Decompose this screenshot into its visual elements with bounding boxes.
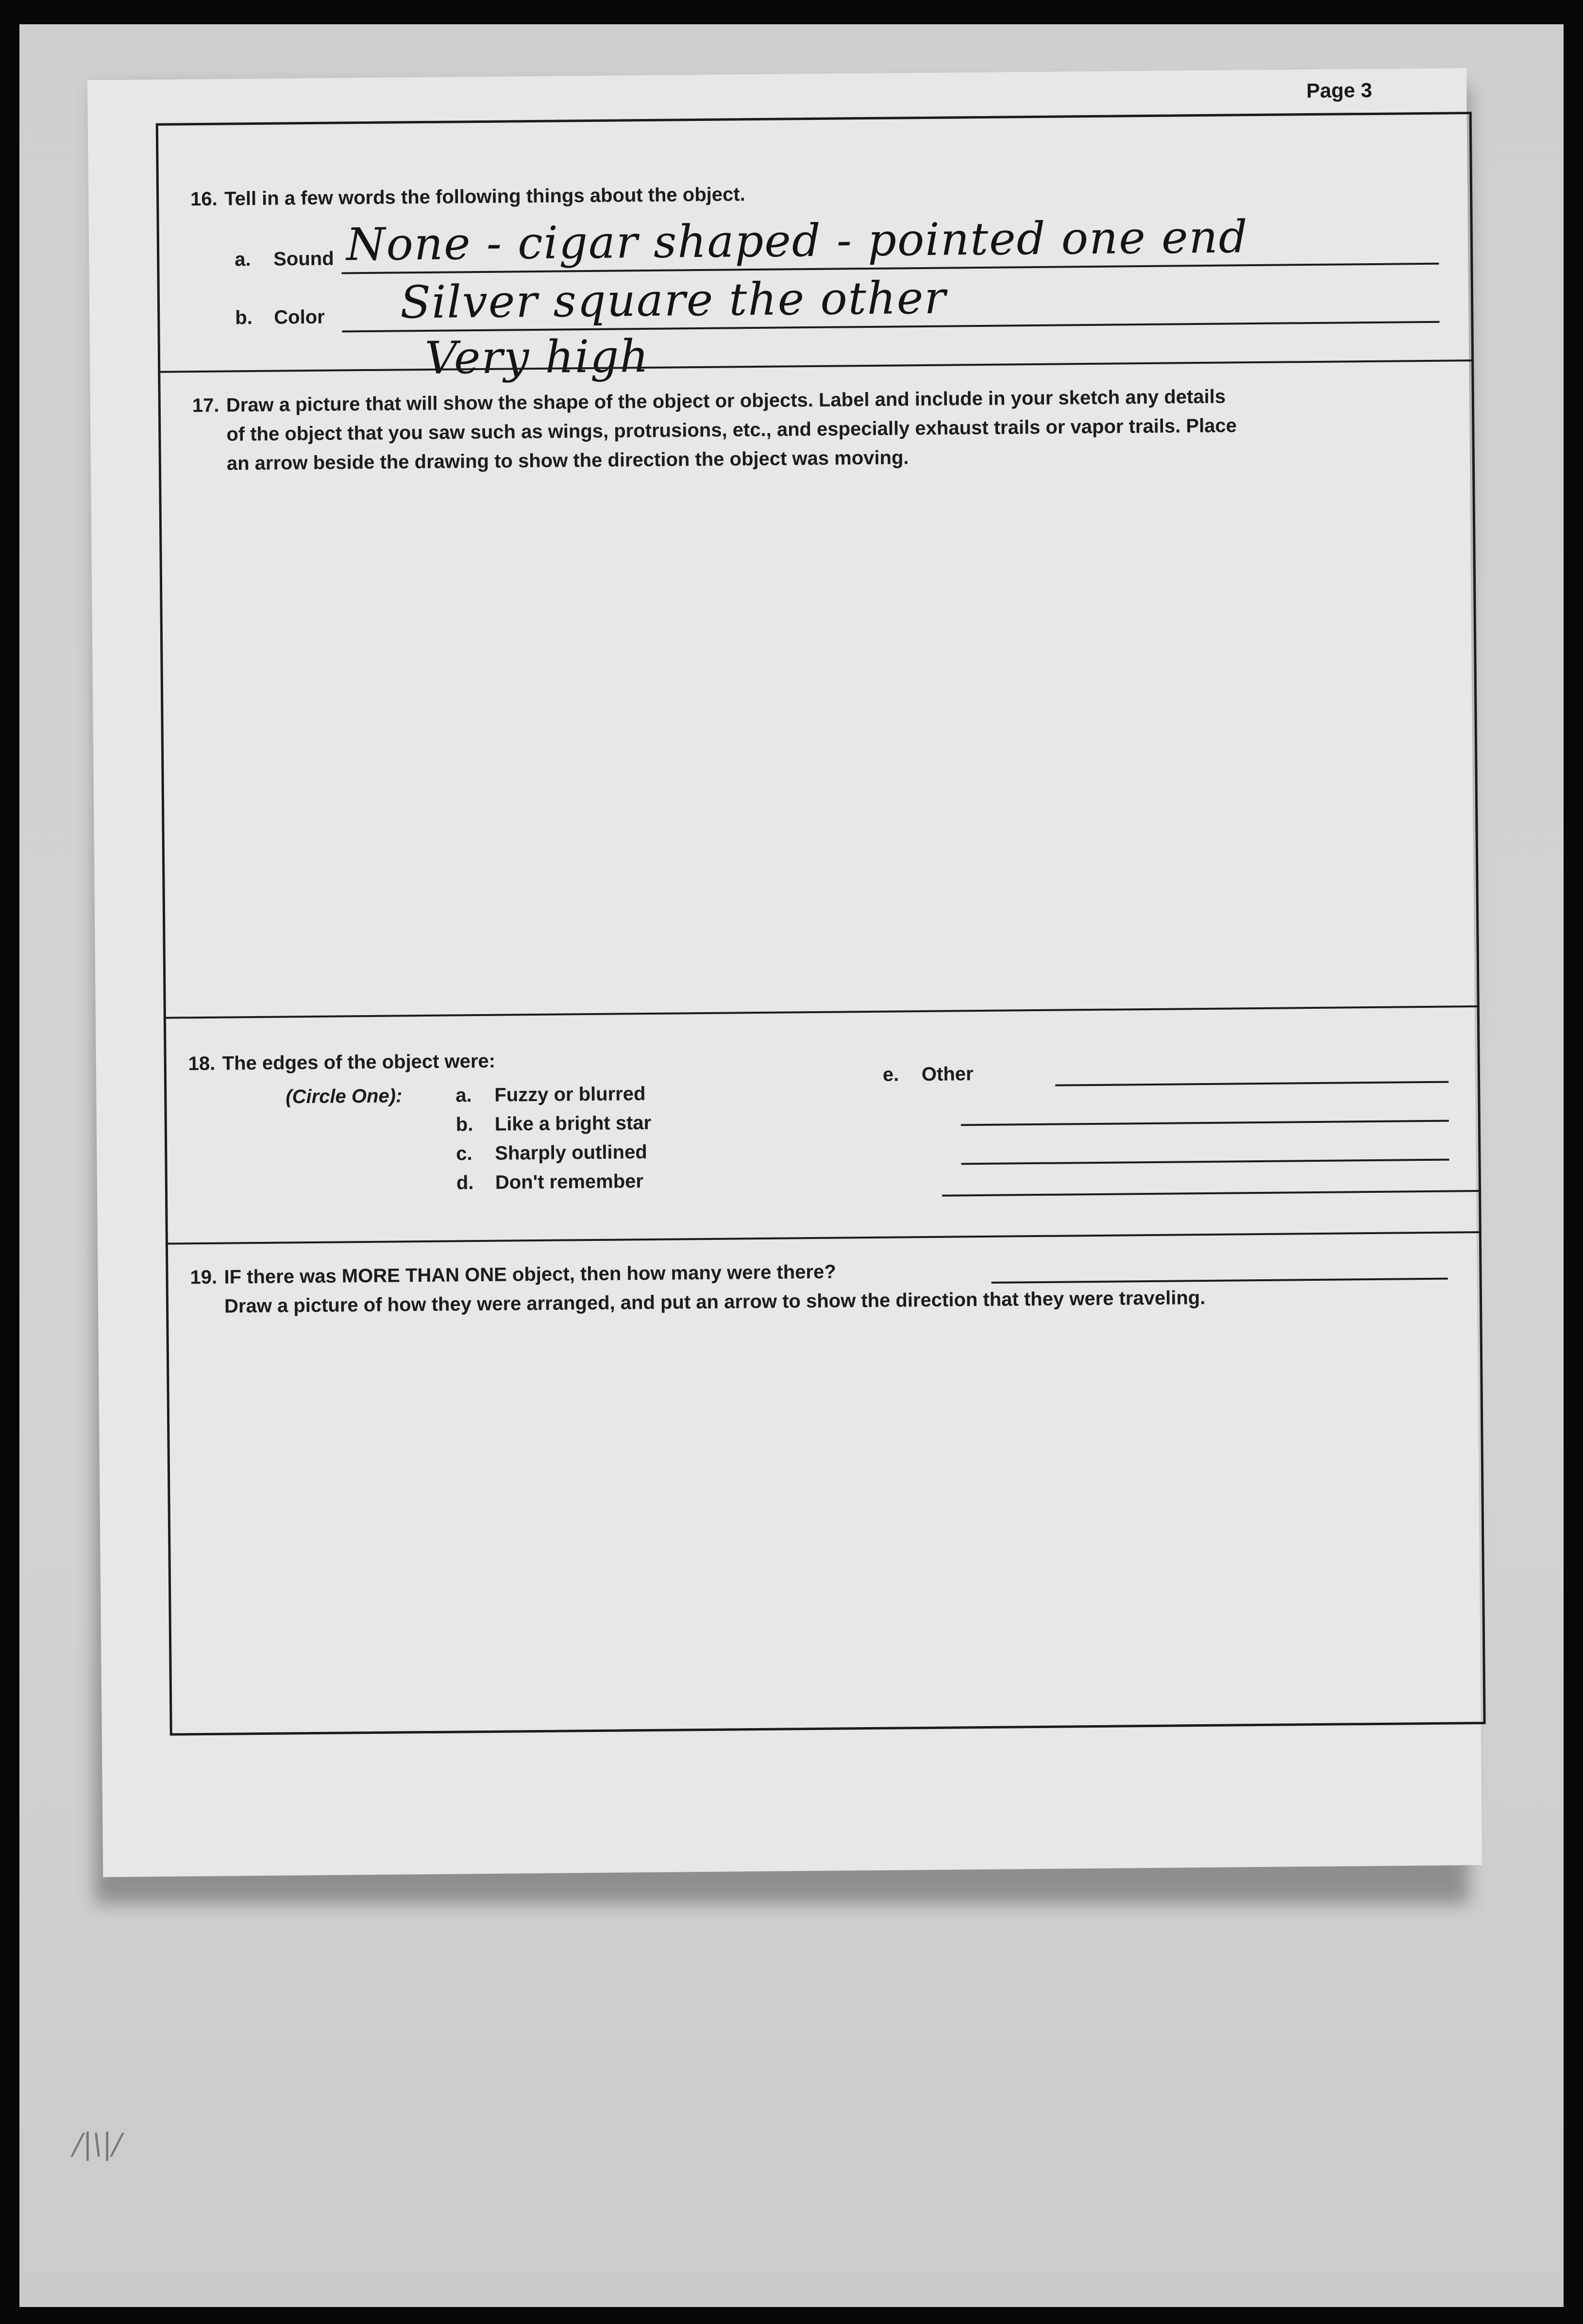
edge-option-d-letter: d. — [456, 1172, 474, 1194]
question-18 — [188, 1051, 495, 1075]
q16-sound-label — [235, 248, 334, 271]
question-17-number: 17. — [192, 394, 219, 417]
edge-option-b-letter: b. — [455, 1114, 473, 1136]
q16-sound-answer: None - cigar shaped - pointed one end — [346, 211, 1248, 271]
edge-option-e[interactable] — [883, 1063, 974, 1086]
edge-option-a-letter: a. — [455, 1085, 472, 1106]
edge-option-a[interactable] — [455, 1083, 646, 1106]
q16-extra-answer: Very high — [424, 330, 650, 384]
edge-option-c[interactable] — [456, 1141, 647, 1165]
q16-a-label: Sound — [273, 248, 334, 270]
question-19-text-1: IF there was MORE THAN ONE object, then how many were there? — [224, 1261, 836, 1288]
question-16-prompt: Tell in a few words the following things about the object. — [224, 184, 745, 210]
edge-option-d[interactable] — [456, 1170, 644, 1194]
edge-option-e-letter: e. — [882, 1064, 899, 1086]
q16-b-letter: b. — [235, 307, 253, 329]
q16-a-letter: a. — [235, 249, 251, 271]
question-19-text-2: Draw a picture of how they were arranged, and put an arrow to show the direction that they were traveling. — [224, 1287, 1206, 1317]
page-number: Page 3 — [1306, 78, 1372, 102]
question-18-number: 18. — [188, 1052, 216, 1075]
question-19-number: 19. — [190, 1266, 218, 1289]
edge-option-c-letter: c. — [456, 1143, 472, 1165]
question-17-text-3: an arrow beside the drawing to show the direction the object was moving. — [226, 447, 909, 475]
edge-option-d-text: Don't remember — [495, 1170, 644, 1193]
question-17-text-2: of the object that you saw such as wings, protrusions, etc., and especially exhaust trails or vapor trails. Place — [226, 415, 1237, 445]
edge-option-c-text: Sharply outlined — [495, 1141, 647, 1164]
faint-backside-marks: /|\|/ — [73, 2127, 122, 2161]
form-page — [87, 68, 1482, 1877]
edge-option-b-text: Like a bright star — [494, 1112, 652, 1135]
sketch-area-19[interactable] — [171, 1316, 1481, 1730]
edge-option-a-text: Fuzzy or blurred — [494, 1083, 646, 1106]
q16-color-label — [235, 306, 325, 329]
question-18-prompt: The edges of the object were: — [222, 1050, 496, 1074]
circle-one-instruction: (Circle One): — [286, 1085, 403, 1108]
question-16-number: 16. — [190, 188, 218, 210]
question-17-text-1: Draw a picture that will show the shape of the object or objects. Label and include in your sketch any details — [226, 386, 1226, 416]
sketch-area-17[interactable] — [164, 471, 1474, 1012]
edge-option-e-label: Other — [921, 1063, 974, 1086]
q16-b-label: Color — [274, 306, 325, 328]
edge-option-b[interactable] — [456, 1112, 652, 1136]
q16-color-answer: Silver square the other — [400, 271, 947, 329]
